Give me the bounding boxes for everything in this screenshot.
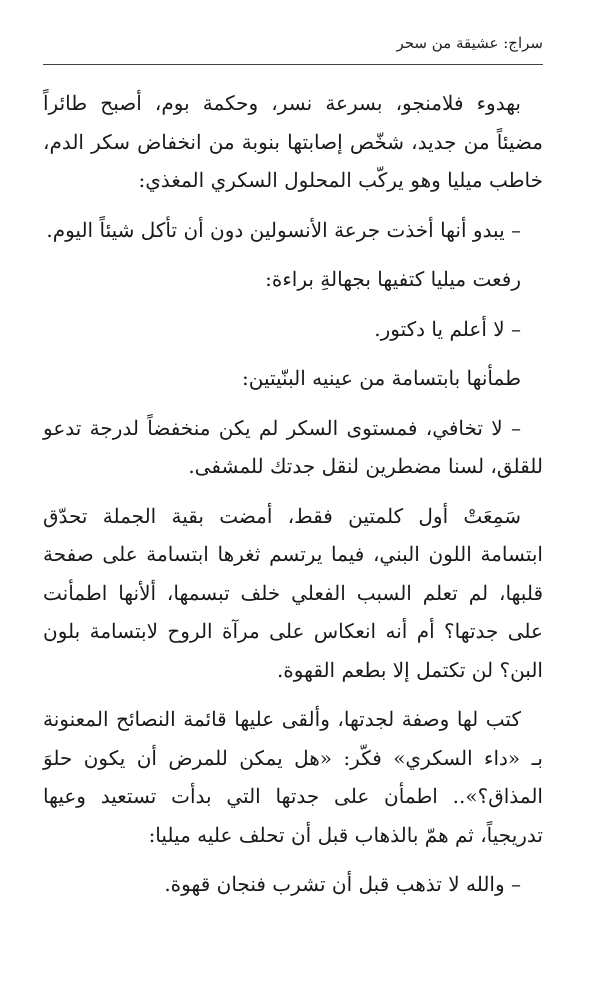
paragraph-dialogue-4: – والله لا تذهب قبل أن تشرب فنجان قهوة. [164, 872, 521, 896]
paragraph-narration-5: كتب لها وصفة لجدتها، وألقى عليها قائمة النصائح المعنونة بـ «داء السكري» فكّر: «هل يمكن للمرض أن يكون حلوَ المذاق؟».. اطمأن على جدتها التي بدأت تستعيد وعيها تدريجياً، ثم همّ بالذهاب قبل أن تحلف عليه ميليا: [43, 707, 543, 847]
paragraph-narration-2: رفعت ميليا كتفيها بجهالةِ براءة: [265, 267, 521, 291]
paragraph-dialogue-2: – لا أعلم يا دكتور. [374, 316, 521, 341]
body-text [43, 84, 543, 915]
paragraph-narration-3: طمأنها بابتسامة من عينيه البنّيتين: [241, 366, 521, 390]
header-rule [43, 64, 543, 65]
paragraph-narration-1: بهدوء فلامنجو، بسرعة نسر، وحكمة بوم، أصبح طائراً مضيئاً من جديد، شخّص إصابتها بنوبة من انخفاض سكر الدم، خاطب ميليا وهو يركّب المحلول السكري المغذي: [43, 91, 543, 192]
running-header: سراج: عشيقة من سحر [396, 34, 543, 52]
paragraph-dialogue-3: – لا تخافي، فمستوى السكر لم يكن منخفضاً لدرجة تدعو للقلق، لسنا مضطرين لنقل جدتك للمشفى. [43, 415, 543, 478]
paragraph-narration-4: سَمِعَتْ أول كلمتين فقط، أمضت بقية الجملة تحدّق ابتسامة اللون البني، فيما يرتسم ثغرها ابتسامة على صفحة قلبها، لم تعلم السبب الفعلي خلف تبسمها، ألأنها اطمأنت على جدتها؟ أم أنه انعكاس على مرآة الروح لابتسامة بلون البن؟ لن تكتمل إلا بطعم القهوة. [43, 503, 543, 682]
paragraph-dialogue-1: – يبدو أنها أخذت جرعة الأنسولين دون أن تأكل شيئاً اليوم. [46, 217, 521, 242]
